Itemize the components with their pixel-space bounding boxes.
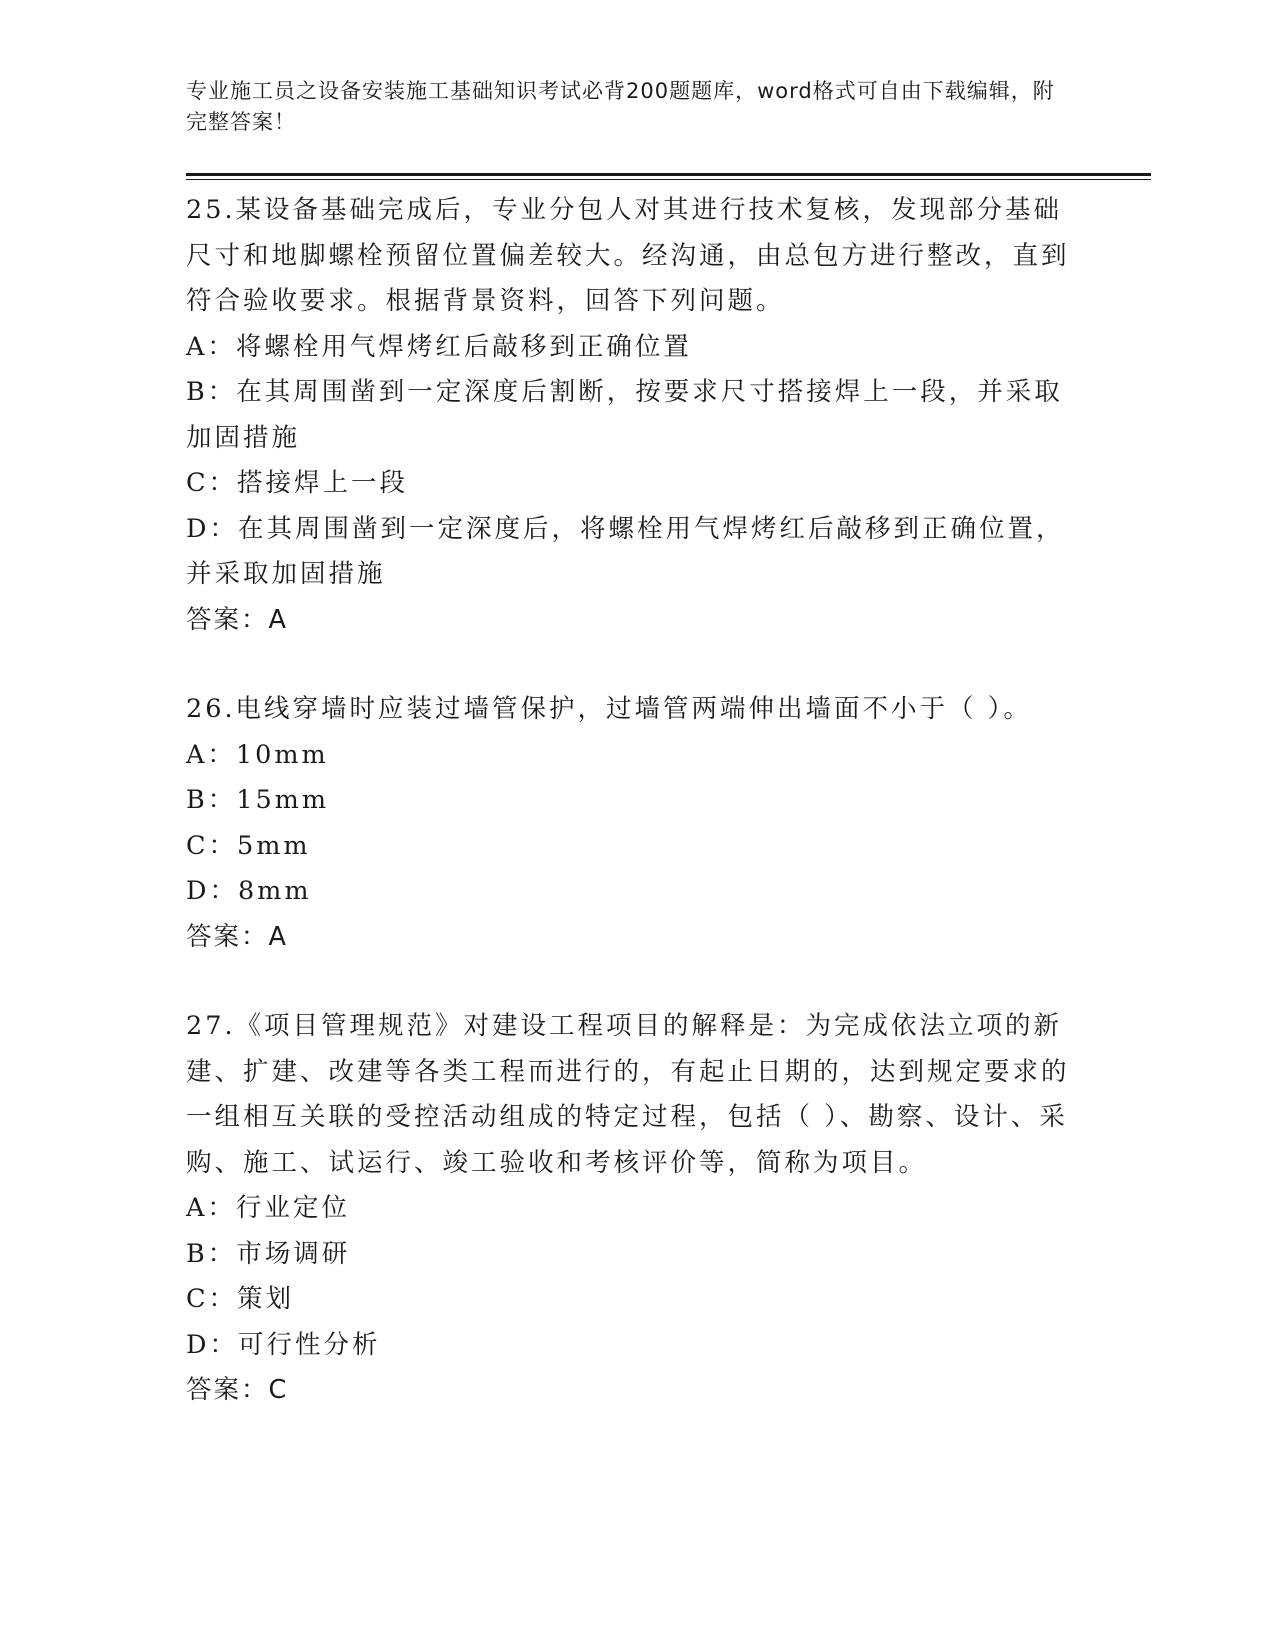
question-list — [186, 188, 1086, 1414]
option-d: D：8mm — [186, 876, 312, 906]
option-a: A：10mm — [186, 739, 329, 770]
question-block — [186, 687, 1086, 960]
document-title: 专业施工员之设备安装施工基础知识考试必背200题题库，word格式可自由下载编辑，附完整答案！ — [186, 79, 1055, 134]
option-c: C：策划 — [186, 1284, 295, 1314]
option-b: B：市场调研 — [186, 1238, 351, 1269]
question-stem: 27.《项目管理规范》对建设工程项目的解释是：为完成依法立项的新建、扩建、改建等各类工程而进行的，有起止日期的，达到规定要求的一组相互关联的受控活动组成的特定过程，包括（ ）、勘察、设计、采购、施工、试运行、竣工验收和考核评价等，简称为项目。 — [186, 1011, 1070, 1178]
option-a: A：将螺栓用气焊烤红后敲移到正确位置 — [186, 331, 692, 362]
answer-line: 答案：C — [186, 1375, 289, 1405]
option-d: D：可行性分析 — [186, 1329, 381, 1360]
question-stem: 26.电线穿墙时应装过墙管保护，过墙管两端伸出墙面不小于（ ）。 — [186, 694, 1032, 724]
answer-line: 答案：A — [186, 604, 288, 635]
question-stem: 25.某设备基础完成后，专业分包人对其进行技术复核，发现部分基础尺寸和地脚螺栓预留位置偏差较大。经沟通，由总包方进行整改，直到符合验收要求。根据背景资料，回答下列问题。 — [186, 195, 1070, 316]
question-spacer — [186, 960, 1086, 1004]
answer-line: 答案：A — [186, 921, 288, 952]
question-block — [186, 1004, 1086, 1414]
option-b: B：15mm — [186, 785, 330, 815]
option-c: C：搭接焊上一段 — [186, 468, 409, 498]
option-c: C：5mm — [186, 830, 311, 861]
option-d: D：在其周围凿到一定深度后，将螺栓用气焊烤红后敲移到正确位置，并采取加固措施 — [186, 513, 1065, 589]
option-a: A：行业定位 — [186, 1193, 350, 1223]
header-divider-thin — [186, 179, 1151, 180]
question-spacer — [186, 643, 1086, 687]
question-block — [186, 188, 1086, 643]
header-divider-thick — [186, 173, 1151, 176]
option-b: B：在其周围凿到一定深度后割断，按要求尺寸搭接焊上一段，并采取加固措施 — [186, 377, 1063, 453]
